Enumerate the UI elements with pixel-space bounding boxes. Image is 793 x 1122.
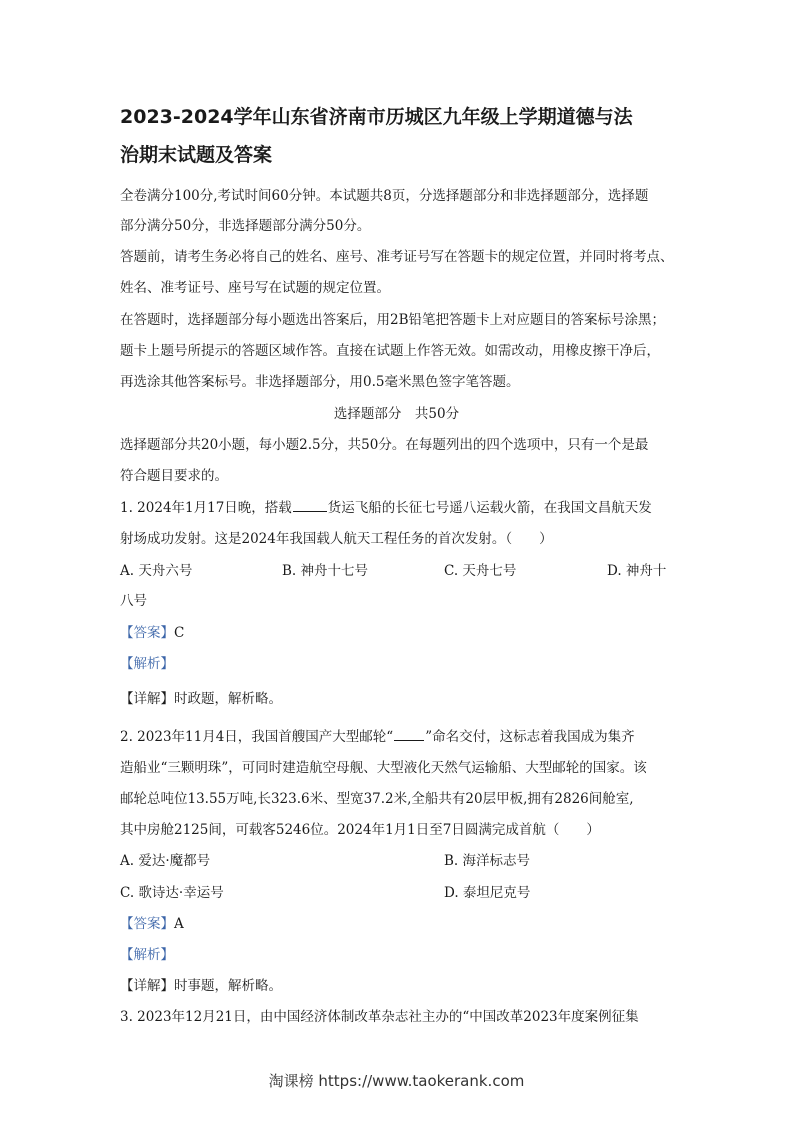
section-heading: 选择题部分 共50分 xyxy=(333,406,460,422)
answer-label: 【答案】 xyxy=(120,625,174,641)
q1-stem-part: 货运飞船的长征七号遥八运载火箭，在我国文昌航天发 xyxy=(327,500,652,516)
q1-answer xyxy=(120,623,184,643)
q2-stem-line: 邮轮总吨位13.55万吨,长323.6米、型宽37.2米,全船共有20层甲板,拥有2826间舱室, xyxy=(120,791,634,807)
intro-line: 题卡上题号所提示的答题区域作答。直接在试题上作答无效。如需改动，用橡皮擦干净后， xyxy=(120,343,660,359)
q1-option-d: D. 神舟十 xyxy=(607,563,667,579)
q1-analysis xyxy=(120,654,174,674)
q1-detail xyxy=(120,689,282,709)
detail-label: 【详解】 xyxy=(120,978,174,994)
q2-stem-part: ”命名交付，这标志着我国成为集齐 xyxy=(425,729,635,745)
analysis-label: 【解析】 xyxy=(120,656,174,672)
page-title xyxy=(120,98,680,174)
q2-stem-line: 其中房舱2125间，可载客5246位。2024年1月1日至7日圆满完成首航（ ） xyxy=(120,822,600,838)
q1-option-wrap: 八号 xyxy=(120,593,147,609)
q1-option-c: C. 天舟七号 xyxy=(444,563,517,579)
title-line-2: 治期末试题及答案 xyxy=(120,144,273,166)
section-desc-line: 选择题部分共20小题，每小题2.5分，共50分。在每题列出的四个选项中，只有一个是最 xyxy=(120,437,649,453)
q1-stem-part: 1. 2024年1月17日晚，搭载 xyxy=(120,500,292,516)
q2-option-d: D. 泰坦尼克号 xyxy=(444,885,531,901)
q2-stem-part: 2. 2023年11月4日，我国首艘国产大型邮轮“ xyxy=(120,729,394,745)
detail-text: 时政题，解析略。 xyxy=(174,691,282,707)
q2-detail xyxy=(120,976,282,996)
analysis-label: 【解析】 xyxy=(120,947,174,963)
q2-option-b: B. 海洋标志号 xyxy=(444,853,531,869)
q2-option-c: C. 歌诗达·幸运号 xyxy=(120,885,224,901)
page-footer: 淘课榜 https://www.taokerank.com xyxy=(268,1072,525,1090)
intro-line: 再选涂其他答案标号。非选择题部分，用0.5毫米黑色签字笔答题。 xyxy=(120,374,520,390)
detail-text: 时事题，解析略。 xyxy=(174,978,282,994)
answer-value: C xyxy=(174,625,185,641)
intro-line: 在答题时，选择题部分每小题选出答案后，用2B铅笔把答题卡上对应题目的答案标号涂黑； xyxy=(120,312,666,328)
intro-line: 答题前，请考生务必将自己的姓名、座号、准考证号写在答题卡的规定位置，并同时将考点、 xyxy=(120,249,674,265)
q1-blank xyxy=(293,498,327,512)
answer-label: 【答案】 xyxy=(120,916,174,932)
q3-stem-line: 3. 2023年12月21日，由中国经济体制改革杂志社主办的“中国改革2023年度案例征集 xyxy=(120,1009,639,1025)
q2-answer xyxy=(120,914,184,934)
q1-option-a: A. 天舟六号 xyxy=(120,563,193,579)
q2-blank xyxy=(394,727,424,741)
q1-option-b: B. 神舟十七号 xyxy=(282,563,369,579)
section-desc-line: 符合题目要求的。 xyxy=(120,468,228,484)
intro-line: 部分满分50分，非选择题部分满分50分。 xyxy=(120,218,371,234)
q1-stem-line: 射场成功发射。这是2024年我国载人航天工程任务的首次发射。（ ） xyxy=(120,531,553,547)
q2-option-a: A. 爱达·魔都号 xyxy=(120,853,211,869)
title-line-1: 2023-2024学年山东省济南市历城区九年级上学期道德与法 xyxy=(120,106,633,128)
q2-analysis xyxy=(120,945,174,965)
intro-line: 全卷满分100分,考试时间60分钟。本试题共8页，分选择题部分和非选择题部分，选择题 xyxy=(120,188,649,204)
q2-stem-line xyxy=(120,727,635,747)
q1-stem-line xyxy=(120,498,652,518)
answer-value: A xyxy=(174,916,184,932)
detail-label: 【详解】 xyxy=(120,691,174,707)
intro-line: 姓名、准考证号、座号写在试题的规定位置。 xyxy=(120,280,390,296)
q2-stem-line: 造船业“三颗明珠”，可同时建造航空母舰、大型液化天然气运输船、大型邮轮的国家。该 xyxy=(120,760,647,776)
